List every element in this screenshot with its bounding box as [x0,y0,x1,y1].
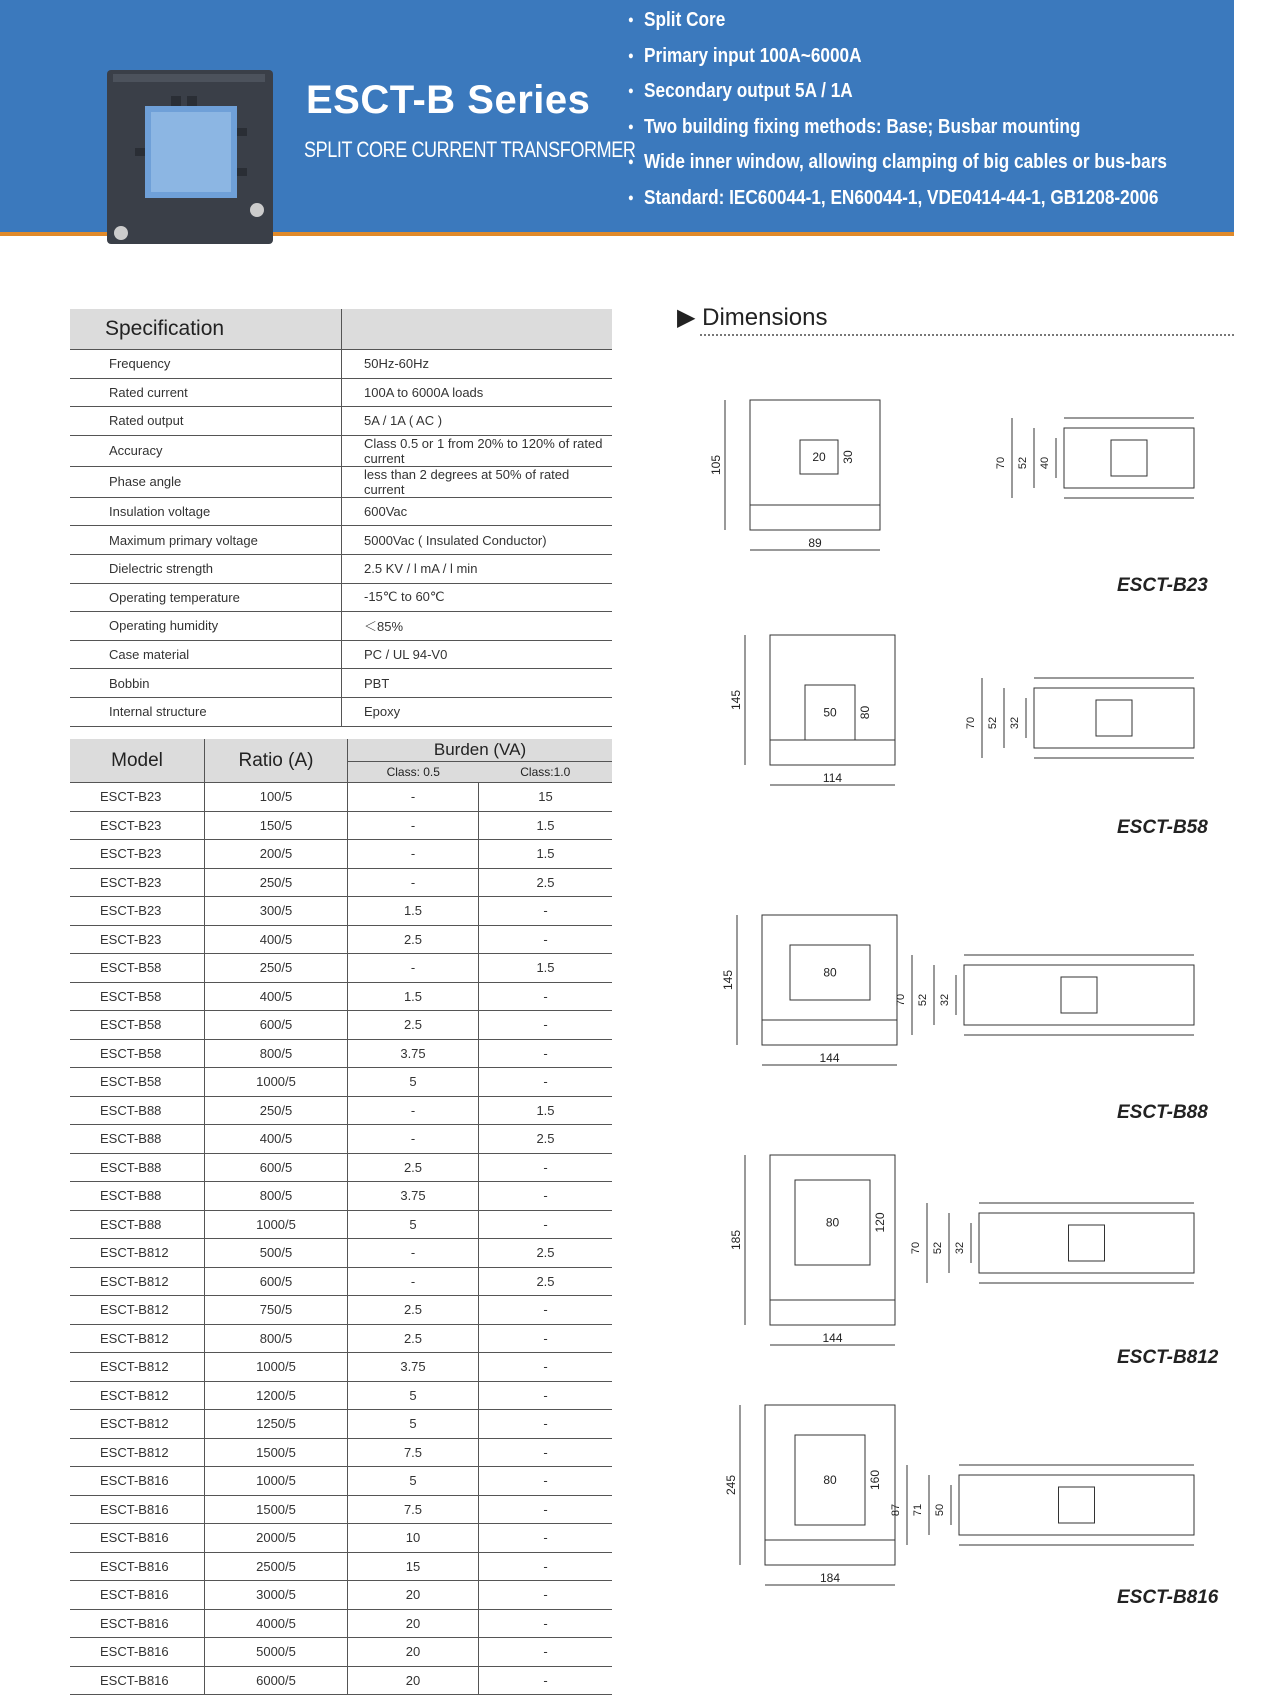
model-header: Model [70,739,205,783]
side-dimension-value: 52 [1017,456,1029,470]
ratio-cell: 150/5 [205,811,348,840]
ratio-cell: 1250/5 [205,1410,348,1439]
model-drawing-label: ESCT-B88 [1117,1102,1208,1123]
spec-value: PC / UL 94-V0 [342,640,613,669]
front-view-outline [762,915,897,1045]
side-view-window [1096,700,1132,736]
burden-05-cell: 5 [348,1381,479,1410]
burden-05-cell: 2.5 [348,925,479,954]
model-row [70,1467,612,1496]
burden-10-cell: 2.5 [479,868,613,897]
burden-05-cell: 7.5 [348,1495,479,1524]
model-row [70,1581,612,1610]
burden-05-cell: - [348,954,479,983]
side-view-window [1059,1487,1095,1523]
model-row [70,1552,612,1581]
ratio-cell: 1000/5 [205,1068,348,1097]
spec-row [70,466,612,497]
model-row [70,1267,612,1296]
side-view-outline [959,1475,1194,1535]
burden-10-cell: - [479,897,613,926]
width-value: 184 [819,1571,841,1585]
side-view-window [1061,977,1097,1013]
burden-05-cell: 20 [348,1666,479,1695]
ratio-cell: 1500/5 [205,1495,348,1524]
ratio-cell: 750/5 [205,1296,348,1325]
ratio-cell: 200/5 [205,840,348,869]
side-view-outline [979,1213,1194,1273]
side-dimension-value: 40 [1039,456,1051,470]
burden-10-cell: - [479,982,613,1011]
ratio-cell: 250/5 [205,954,348,983]
model-row [70,1381,612,1410]
side-dimension-value: 70 [995,456,1007,470]
model-cell: ESCT-B816 [70,1552,205,1581]
burden-10-cell: - [479,1039,613,1068]
side-dimension-value: 32 [954,1241,966,1255]
window-height-value: 120 [873,1212,887,1233]
ratio-cell: 250/5 [205,868,348,897]
spec-heading-blank [342,309,613,350]
model-table [70,739,612,1695]
spec-key: Dielectric strength [70,554,342,583]
burden-10-cell: - [479,1524,613,1553]
model-row [70,1125,612,1154]
model-row [70,1410,612,1439]
model-cell: ESCT-B88 [70,1210,205,1239]
model-cell: ESCT-B812 [70,1353,205,1382]
ratio-cell: 1000/5 [205,1210,348,1239]
height-value: 145 [729,689,743,711]
spec-row [70,526,612,555]
class-05-header: Class: 0.5 [348,762,479,783]
spec-value: 600Vac [342,497,613,526]
burden-05-cell: 2.5 [348,1153,479,1182]
model-drawing-label: ESCT-B58 [1117,817,1208,838]
burden-10-cell: - [479,1495,613,1524]
model-cell: ESCT-B816 [70,1495,205,1524]
spec-row [70,350,612,379]
burden-10-cell: - [479,1552,613,1581]
ratio-cell: 500/5 [205,1239,348,1268]
model-cell: ESCT-B23 [70,925,205,954]
ratio-cell: 1500/5 [205,1438,348,1467]
spec-key: Operating humidity [70,612,342,641]
ratio-cell: 400/5 [205,1125,348,1154]
side-dimension-value: 52 [917,993,929,1007]
burden-05-cell: 1.5 [348,982,479,1011]
burden-05-cell: 3.75 [348,1353,479,1382]
feature-item: ● Standard: IEC60044-1, EN60044-1, VDE0414-44-1, GB1208-2006 [628,184,1167,220]
spec-row [70,669,612,698]
model-row [70,897,612,926]
spec-key: Internal structure [70,697,342,726]
spec-value: Epoxy [342,697,613,726]
burden-10-cell: - [479,1182,613,1211]
model-cell: ESCT-B816 [70,1524,205,1553]
burden-10-cell: - [479,1581,613,1610]
spec-row [70,407,612,436]
model-cell: ESCT-B812 [70,1324,205,1353]
ratio-cell: 100/5 [205,783,348,812]
side-dimension-value: 70 [895,993,907,1007]
model-cell: ESCT-B816 [70,1467,205,1496]
series-title: ESCT-B Series [306,78,591,122]
model-row [70,1324,612,1353]
model-row [70,840,612,869]
front-view-outline [770,635,895,765]
burden-05-cell: 5 [348,1467,479,1496]
spec-key: Rated current [70,378,342,407]
model-cell: ESCT-B23 [70,897,205,926]
spec-value: 50Hz-60Hz [342,350,613,379]
spec-value: 2.5 KV / l mA / l min [342,554,613,583]
side-view-outline [1064,428,1194,488]
model-row [70,1182,612,1211]
model-row [70,1353,612,1382]
burden-05-cell: 20 [348,1609,479,1638]
burden-10-cell: 1.5 [479,811,613,840]
burden-10-cell: 2.5 [479,1125,613,1154]
burden-10-cell: - [479,1324,613,1353]
spec-row [70,612,612,641]
side-dimension-value: 71 [912,1503,924,1517]
spec-key: Rated output [70,407,342,436]
burden-10-cell: - [479,1438,613,1467]
model-cell: ESCT-B58 [70,954,205,983]
side-dimension-value: 52 [987,716,999,730]
model-row [70,954,612,983]
burden-05-cell: - [348,1096,479,1125]
spec-key: Insulation voltage [70,497,342,526]
model-row [70,1609,612,1638]
burden-10-cell: - [479,1210,613,1239]
feature-item: ● Wide inner window, allowing clamping of big cables or bus-bars [628,148,1167,184]
dimensions-heading-text: Dimensions [702,304,828,331]
series-subtitle: SPLIT CORE CURRENT TRANSFORMER [304,137,636,162]
ratio-cell: 400/5 [205,925,348,954]
burden-05-cell: 2.5 [348,1011,479,1040]
burden-05-cell: 5 [348,1068,479,1097]
burden-10-cell: 1.5 [479,954,613,983]
spec-key: Accuracy [70,435,342,466]
model-row [70,1153,612,1182]
spec-row [70,497,612,526]
ratio-cell: 6000/5 [205,1666,348,1695]
model-cell: ESCT-B812 [70,1296,205,1325]
side-dimension-value: 32 [1009,716,1021,730]
width-value: 114 [822,771,843,785]
spec-row [70,697,612,726]
spec-value: Class 0.5 or 1 from 20% to 120% of rated current [342,435,613,466]
burden-10-cell: - [479,1011,613,1040]
spec-key: Operating temperature [70,583,342,612]
model-row [70,811,612,840]
spec-key: Case material [70,640,342,669]
side-dimension-value: 52 [932,1241,944,1255]
spec-row [70,583,612,612]
model-row [70,1068,612,1097]
ratio-cell: 800/5 [205,1039,348,1068]
model-row [70,1239,612,1268]
burden-10-cell: - [479,1296,613,1325]
spec-key: Maximum primary voltage [70,526,342,555]
window-height-value: 30 [841,450,855,464]
spec-row [70,435,612,466]
side-view-outline [1034,688,1194,748]
class-10-header: Class:1.0 [479,762,613,783]
model-cell: ESCT-B812 [70,1410,205,1439]
ratio-cell: 4000/5 [205,1609,348,1638]
burden-10-cell: - [479,1410,613,1439]
model-cell: ESCT-B23 [70,811,205,840]
width-value: 144 [822,1331,843,1345]
burden-header: Burden (VA) [348,739,613,762]
model-cell: ESCT-B812 [70,1381,205,1410]
ratio-cell: 5000/5 [205,1638,348,1667]
burden-05-cell: - [348,1125,479,1154]
specification-table [70,309,612,727]
spec-value: ＜85% [342,612,613,641]
burden-05-cell: 20 [348,1638,479,1667]
ratio-cell: 800/5 [205,1324,348,1353]
spec-value: less than 2 degrees at 50% of rated current [342,466,613,497]
feature-item: ● Primary input 100A~6000A [628,42,1167,78]
burden-05-cell: 1.5 [348,897,479,926]
header-banner [0,0,1234,236]
spec-row [70,378,612,407]
model-row [70,1495,612,1524]
model-cell: ESCT-B88 [70,1182,205,1211]
model-cell: ESCT-B58 [70,1039,205,1068]
height-value: 185 [729,1229,743,1251]
burden-10-cell: 1.5 [479,1096,613,1125]
model-row [70,1096,612,1125]
width-value: 89 [808,536,822,550]
side-view-window [1111,440,1147,476]
model-cell: ESCT-B88 [70,1096,205,1125]
burden-10-cell: - [479,1638,613,1667]
burden-05-cell: 7.5 [348,1438,479,1467]
spec-key: Bobbin [70,669,342,698]
model-cell: ESCT-B23 [70,783,205,812]
burden-10-cell: - [479,1353,613,1382]
spec-heading: Specification [70,309,342,350]
ratio-cell: 2500/5 [205,1552,348,1581]
model-cell: ESCT-B23 [70,868,205,897]
model-cell: ESCT-B812 [70,1267,205,1296]
model-drawing-label: ESCT-B23 [1117,575,1208,596]
model-drawing-label: ESCT-B816 [1117,1587,1219,1608]
side-dimension-value: 70 [910,1241,922,1255]
window-width-value: 80 [823,1473,837,1487]
model-row [70,982,612,1011]
spec-row [70,640,612,669]
height-value: 245 [724,1474,738,1496]
ratio-cell: 300/5 [205,897,348,926]
burden-05-cell: 2.5 [348,1324,479,1353]
feature-item: ● Split Core [628,6,1167,42]
ratio-cell: 250/5 [205,1096,348,1125]
window-width-value: 20 [812,450,826,464]
burden-10-cell: - [479,1068,613,1097]
ratio-cell: 3000/5 [205,1581,348,1610]
burden-05-cell: - [348,811,479,840]
model-cell: ESCT-B812 [70,1438,205,1467]
ratio-cell: 600/5 [205,1011,348,1040]
front-view-outline [750,400,880,530]
side-dimension-value: 70 [965,716,977,730]
spec-value: -15℃ to 60℃ [342,583,613,612]
model-row [70,1039,612,1068]
model-row [70,868,612,897]
burden-10-cell: - [479,1467,613,1496]
model-row [70,1666,612,1695]
ratio-cell: 600/5 [205,1153,348,1182]
model-cell: ESCT-B88 [70,1153,205,1182]
model-row [70,1524,612,1553]
model-cell: ESCT-B816 [70,1581,205,1610]
side-view-window [1069,1225,1105,1261]
burden-05-cell: - [348,840,479,869]
burden-10-cell: - [479,1381,613,1410]
burden-05-cell: 5 [348,1410,479,1439]
model-cell: ESCT-B58 [70,982,205,1011]
side-dimension-value: 32 [939,993,951,1007]
dimensions-heading: ▶ Dimensions [677,304,828,331]
spec-row [70,554,612,583]
model-row [70,1438,612,1467]
burden-05-cell: 3.75 [348,1182,479,1211]
burden-05-cell: 5 [348,1210,479,1239]
model-row [70,783,612,812]
ratio-cell: 1000/5 [205,1467,348,1496]
side-dimension-value: 87 [890,1503,902,1517]
model-cell: ESCT-B816 [70,1638,205,1667]
model-cell: ESCT-B58 [70,1011,205,1040]
ratio-cell: 400/5 [205,982,348,1011]
burden-10-cell: - [479,1666,613,1695]
transformer-product-image [105,68,275,246]
window-width-value: 80 [825,1215,840,1230]
model-cell: ESCT-B58 [70,1068,205,1097]
burden-10-cell: - [479,925,613,954]
spec-key: Phase angle [70,466,342,497]
burden-05-cell: - [348,1267,479,1296]
burden-05-cell: 10 [348,1524,479,1553]
model-cell: ESCT-B23 [70,840,205,869]
spec-value: 100A to 6000A loads [342,378,613,407]
feature-item: ● Secondary output 5A / 1A [628,77,1167,113]
window-height-value: 80 [858,705,872,720]
burden-05-cell: - [348,868,479,897]
feature-item: ● Two building fixing methods: Base; Busbar mounting [628,113,1167,149]
burden-10-cell: 2.5 [479,1239,613,1268]
burden-05-cell: 20 [348,1581,479,1610]
spec-value: 5000Vac ( Insulated Conductor) [342,526,613,555]
height-value: 105 [709,454,723,476]
burden-10-cell: 2.5 [479,1267,613,1296]
model-row [70,1011,612,1040]
burden-10-cell: 15 [479,783,613,812]
height-value: 145 [721,969,735,991]
model-row [70,925,612,954]
model-row [70,1210,612,1239]
spec-value: PBT [342,669,613,698]
dimensions-divider [700,334,1234,336]
burden-10-cell: - [479,1609,613,1638]
spec-key: Frequency [70,350,342,379]
model-cell: ESCT-B816 [70,1666,205,1695]
ratio-cell: 1200/5 [205,1381,348,1410]
window-width-value: 50 [823,705,837,720]
feature-list [628,6,1255,219]
ratio-cell: 1000/5 [205,1353,348,1382]
burden-05-cell: 2.5 [348,1296,479,1325]
burden-05-cell: - [348,783,479,812]
spec-value: 5A / 1A ( AC ) [342,407,613,436]
model-row [70,1296,612,1325]
burden-10-cell: 1.5 [479,840,613,869]
ratio-cell: 800/5 [205,1182,348,1211]
model-drawing-label: ESCT-B812 [1117,1347,1219,1368]
burden-05-cell: - [348,1239,479,1268]
side-view-outline [964,965,1194,1025]
model-cell: ESCT-B88 [70,1125,205,1154]
window-width-value: 80 [823,965,837,980]
burden-10-cell: - [479,1153,613,1182]
model-row [70,1638,612,1667]
model-cell: ESCT-B816 [70,1609,205,1638]
burden-05-cell: 3.75 [348,1039,479,1068]
ratio-header: Ratio (A) [205,739,348,783]
window-height-value: 160 [868,1469,882,1491]
side-dimension-value: 50 [934,1503,946,1517]
width-value: 144 [819,1051,840,1065]
model-cell: ESCT-B812 [70,1239,205,1268]
burden-05-cell: 15 [348,1552,479,1581]
ratio-cell: 2000/5 [205,1524,348,1553]
ratio-cell: 600/5 [205,1267,348,1296]
